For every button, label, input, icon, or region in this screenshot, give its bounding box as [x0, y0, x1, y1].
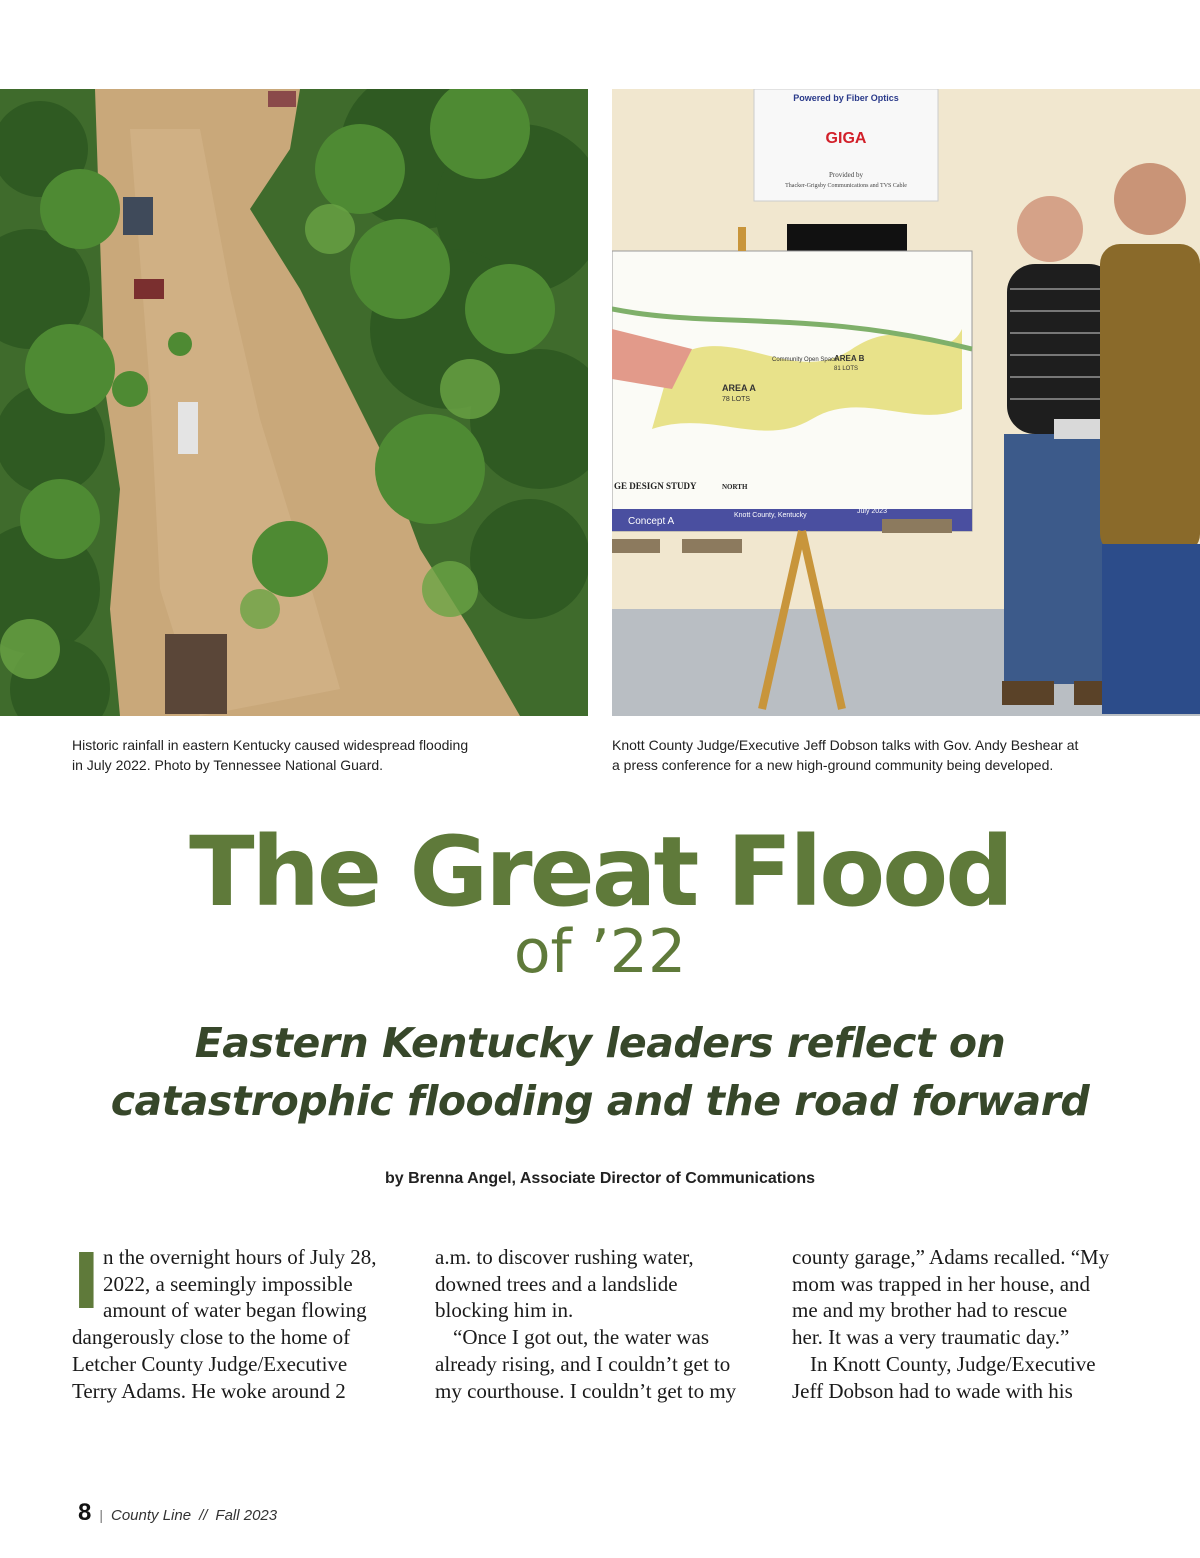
body-line: Letcher County Judge/Executive — [72, 1351, 348, 1376]
body-line: county garage,” Adams recalled. “My — [792, 1245, 1110, 1269]
photo-caption-right — [612, 735, 1082, 775]
caption-line: a press conference for a new high-ground community being developed. — [612, 757, 1054, 773]
footer-separator: | — [99, 1507, 103, 1523]
article-title: The Great Flood — [189, 816, 1011, 928]
body-line: my courthouse. I couldn’t get to my — [435, 1378, 737, 1403]
body-line: Terry Adams. He woke around 2 — [72, 1378, 346, 1403]
body-column-1 — [72, 1238, 412, 1404]
issue-label: Fall 2023 — [215, 1507, 278, 1524]
flood-aerial-illustration — [0, 89, 588, 716]
caption-line: Knott County Judge/Executive Jeff Dobson talks with Gov. Andy Beshear at — [612, 737, 1079, 753]
photo-caption-left — [72, 735, 542, 775]
body-line: amount of water began flowing — [103, 1298, 367, 1323]
banner-provided-text: Provided by — [828, 171, 864, 179]
plan-date: July 2023 — [857, 508, 887, 515]
plan-place: Knott County, Kentucky — [734, 512, 807, 519]
byline: by Brenna Angel, Associate Director of Communications — [384, 1170, 815, 1187]
press-conference-illustration — [612, 89, 1200, 716]
plan-area-b: AREA B — [834, 354, 865, 363]
body-line: her. It was a very traumatic day.” — [792, 1325, 1070, 1350]
body-line: Jeff Dobson had to wade with his — [792, 1378, 1073, 1403]
body-line: downed trees and a landslide — [435, 1271, 678, 1296]
dek-line: catastrophic flooding and the road forward — [110, 1077, 1090, 1125]
plan-concept: Concept A — [628, 516, 675, 527]
article-dek — [0, 1014, 1200, 1130]
page-number: 8 — [78, 1499, 92, 1526]
body-line: 2022, a seemingly impossible — [103, 1271, 353, 1296]
body-line: “Once I got out, the water was — [453, 1325, 709, 1350]
body-line: a.m. to discover rushing water, — [435, 1245, 694, 1269]
body-line: blocking him in. — [435, 1298, 574, 1323]
press-conference-photo — [612, 89, 1200, 716]
caption-line: in July 2022. Photo by Tennessee National Guard. — [72, 757, 384, 773]
body-line: already rising, and I couldn’t get to — [435, 1351, 731, 1376]
article-title-sub: of ’22 — [513, 917, 687, 987]
plan-open-space: Community Open Space — [772, 357, 838, 363]
plan-north: NORTH — [722, 483, 748, 491]
footer-slashes: // — [199, 1507, 208, 1524]
body-line: me and my brother had to rescue — [792, 1298, 1068, 1323]
body-line: mom was trapped in her house, and — [792, 1271, 1091, 1296]
banner-top-text: Powered by Fiber Optics — [793, 93, 899, 103]
body-line: n the overnight hours of July 28, — [103, 1245, 377, 1269]
dek-line: Eastern Kentucky leaders reflect on — [194, 1019, 1006, 1067]
banner-provider-text: Thacker-Grigsby Communications and TVS Cable — [785, 183, 907, 189]
flood-aerial-photo — [0, 89, 588, 716]
body-line: In Knott County, Judge/Executive — [810, 1351, 1096, 1376]
page-footer — [78, 1499, 277, 1533]
body-column-2 — [435, 1244, 775, 1404]
publication-name: County Line — [111, 1507, 192, 1524]
banner-logo-text: GIGA — [825, 130, 867, 147]
plan-area-a-lots: 78 LOTS — [722, 396, 751, 403]
body-column-3 — [792, 1244, 1132, 1404]
caption-line: Historic rainfall in eastern Kentucky caused widespread flooding — [72, 737, 469, 753]
plan-title: GE DESIGN STUDY — [614, 481, 697, 491]
plan-area-b-lots: 81 LOTS — [834, 366, 859, 372]
body-line: dangerously close to the home of — [72, 1325, 351, 1350]
plan-area-a: AREA A — [722, 383, 756, 393]
drop-cap: I — [72, 1238, 101, 1327]
